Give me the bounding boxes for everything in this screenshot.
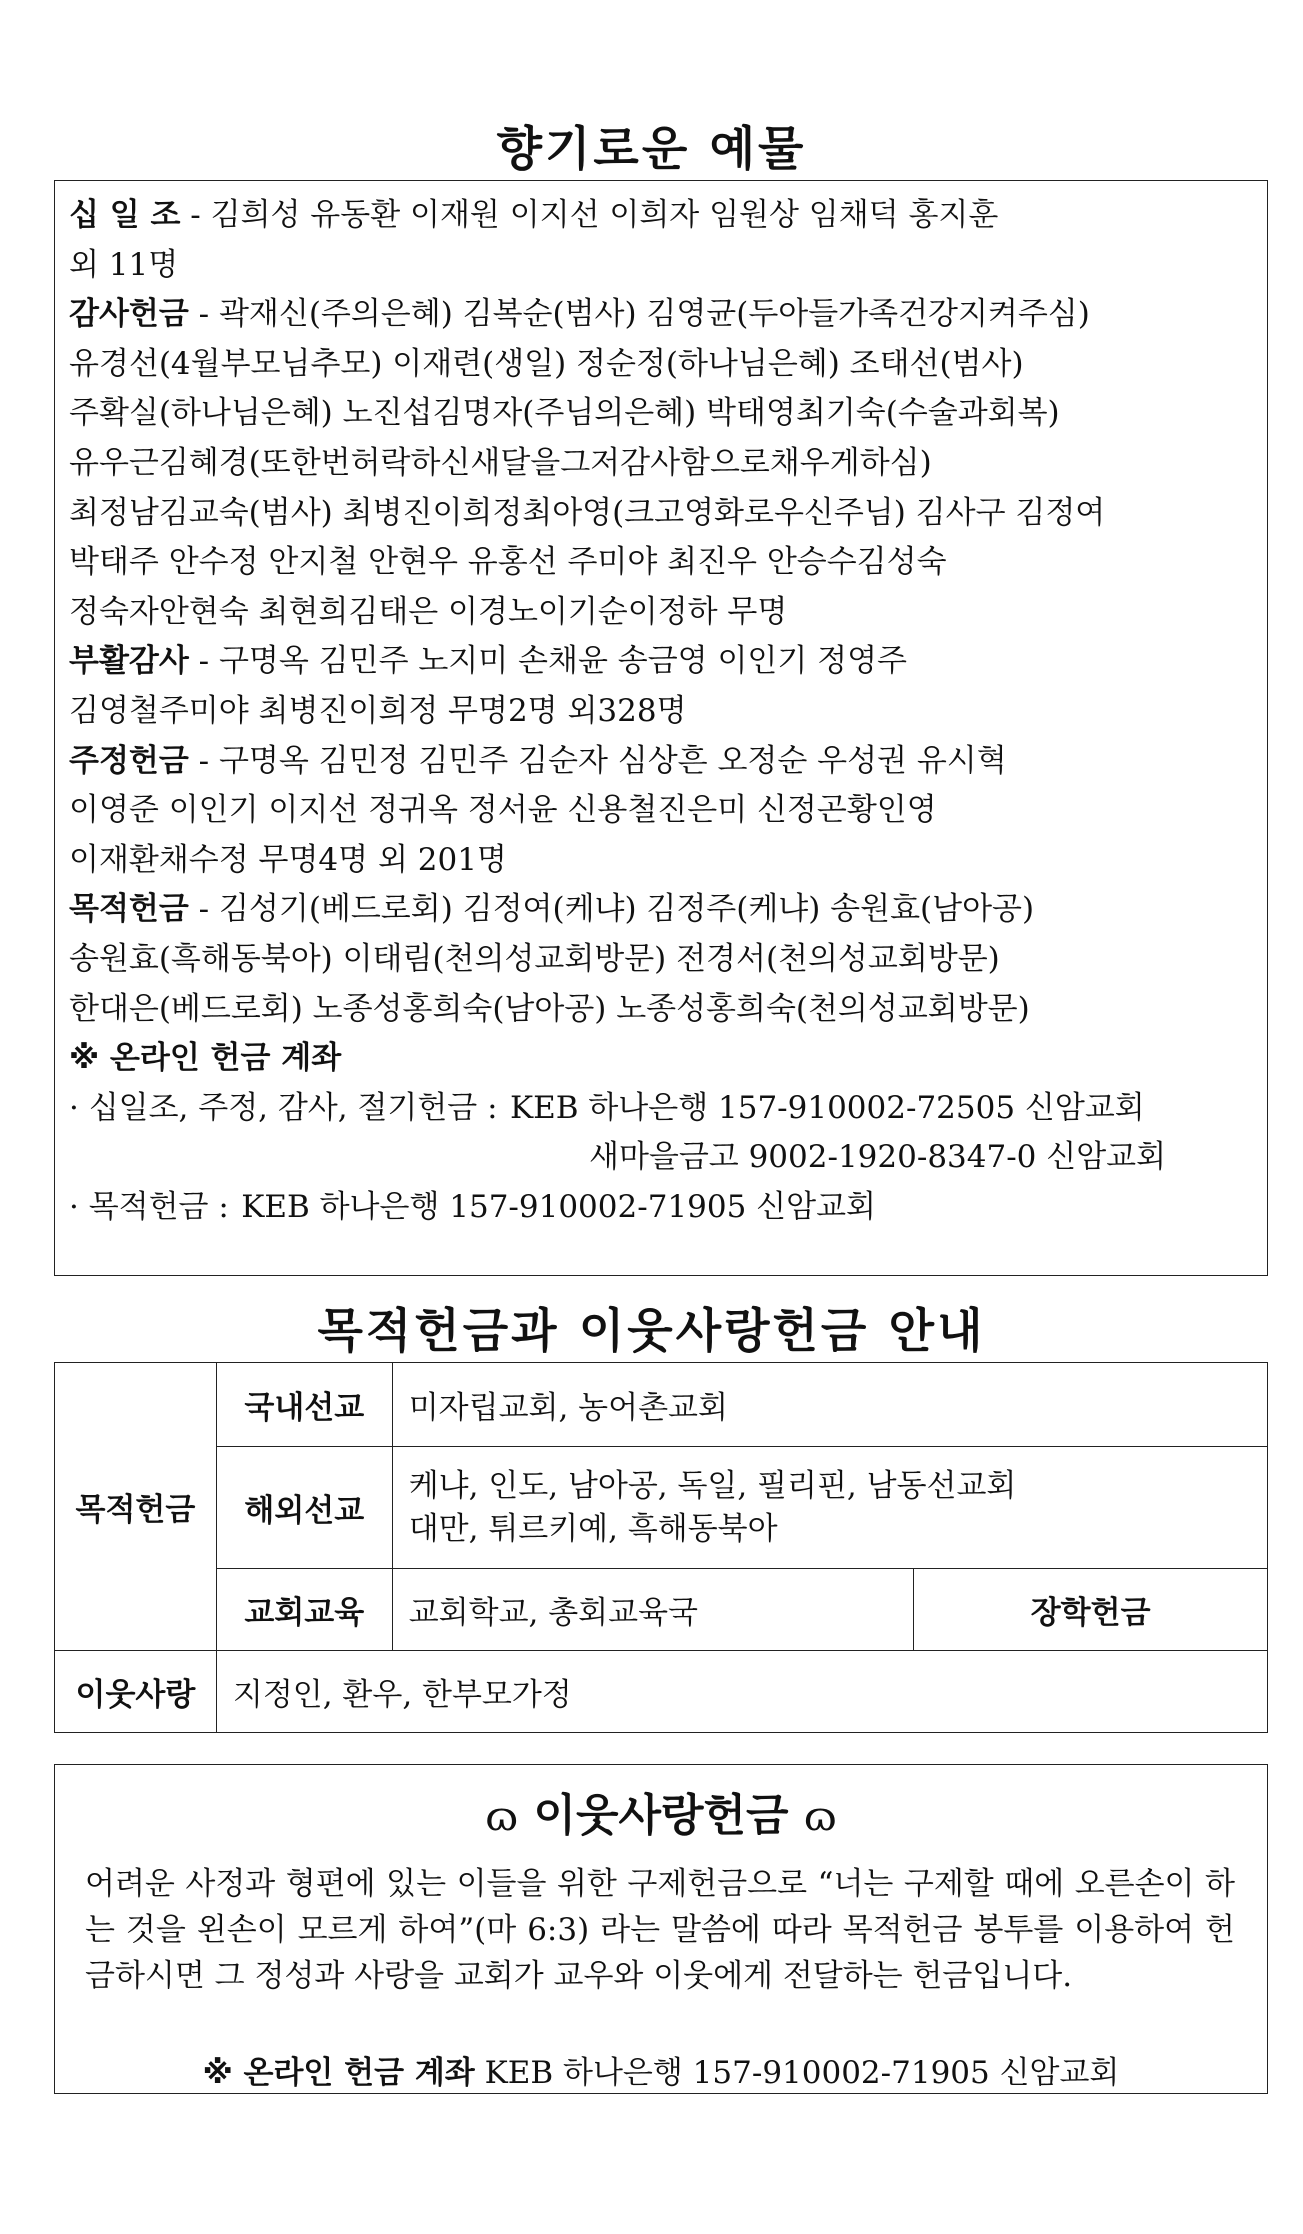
purpose-line-1 [69,885,1253,935]
offerings-title: 향기로운 예물 [496,122,807,177]
education-label: 교회교육 [216,1569,392,1651]
purpose-line-2: 송원효(흑해동북아) 이태림(천의성교회방문) 전경서(천의성교회방문) [69,940,1000,977]
purpose-label: 목적헌금 [69,891,189,928]
thanks-line-2: 유경선(4월부모님추모) 이재련(생일) 정순정(하나님은혜) 조태선(범사) [69,345,1024,382]
table-row [55,1569,1268,1651]
neighbor-online-heading: ※ 온라인 헌금 계좌 [202,2055,475,2091]
domestic-value: 미자립교회, 농어촌교회 [392,1363,1267,1447]
neighbor-title: 이웃사랑헌금 [533,1790,789,1841]
online-heading: ※ 온라인 헌금 계좌 [69,1040,342,1077]
scholarship-label: 장학헌금 [914,1569,1268,1651]
neighbor-category: 이웃사랑 [55,1651,217,1733]
table-row [55,1363,1268,1447]
flourish-right-icon: ɷ [803,1794,837,1840]
neighbor-value: 지정인, 환우, 한부모가정 [216,1651,1267,1733]
guide-title: 목적헌금과 이웃사랑헌금 안내 [317,1304,986,1359]
purpose-names: - 김성기(베드로회) 김정여(케냐) 김정주(케냐) 송원효(남아공) [188,891,1035,928]
flourish-left-icon: ɷ [485,1794,519,1840]
weekly-line-2: 이영준 이인기 이지선 정귀옥 정서윤 신용철진은미 신정곤황인영 [69,792,937,829]
tithe-line-2: 외 11명 [69,246,179,283]
thanks-label: 감사헌금 [69,296,189,333]
purpose-category: 목적헌금 [55,1363,217,1651]
neighbor-box [54,1764,1268,2094]
overseas-value-line-1: 케냐, 인도, 남아공, 독일, 필리핀, 남동선교회 [408,1467,1017,1504]
thanks-line-7: 정숙자안현숙 최현희김태은 이경노이기순이정하 무명 [69,593,788,630]
thanks-names: - 곽재신(주의은혜) 김복순(범사) 김영균(두아들가족건강지켜주심) [188,296,1090,333]
easter-line-1 [69,637,1253,687]
online-line-3-value: KEB 하나은행 157-910002-71905 신암교회 [241,1188,876,1225]
online-line-1-value: KEB 하나은행 157-910002-72505 신암교회 [509,1089,1145,1126]
online-line-2: 새마을금고 9002-1920-8347-0 신암교회 [589,1139,1167,1176]
online-line-3 [69,1183,1253,1233]
weekly-line-3: 이재환채수정 무명4명 외 201명 [69,841,507,878]
thanks-line-5: 최정남김교숙(범사) 최병진이희정최아영(크고영화로우신주님) 김사구 김정여 [69,494,1106,531]
easter-label: 부활감사 [69,643,189,680]
tithe-names: - 김희성 유동환 이재원 이지선 이희자 임원상 임채덕 홍지훈 [180,197,999,233]
overseas-value [392,1447,1267,1569]
easter-line-2: 김영철주미야 최병진이희정 무명2명 외328명 [69,692,687,729]
weekly-label: 주정헌금 [69,742,189,779]
purpose-line-3: 한대은(베드로회) 노종성홍희숙(남아공) 노종성홍희숙(천의성교회방문) [69,990,1030,1027]
offerings-box [54,180,1268,1276]
overseas-value-line-2: 대만, 튀르키예, 흑해동북아 [408,1510,778,1547]
thanks-line-1 [69,290,1253,340]
easter-names: - 구명옥 김민주 노지미 손채윤 송금영 이인기 정영주 [188,643,907,680]
online-line-1 [69,1084,1253,1134]
weekly-line-1 [69,737,1253,787]
tithe-line-1 [69,191,1253,241]
overseas-label: 해외선교 [216,1447,392,1569]
online-line-3-label: · 목적헌금 : [69,1188,229,1225]
thanks-line-3: 주확실(하나님은혜) 노진섭김명자(주님의은혜) 박태영최기숙(수술과회복) [69,395,1060,432]
neighbor-online [55,2047,1267,2092]
neighbor-title-row [55,1779,1267,1843]
domestic-label: 국내선교 [216,1363,392,1447]
neighbor-online-value: KEB 하나은행 157-910002-71905 신암교회 [484,2055,1120,2091]
education-value: 교회학교, 총회교육국 [392,1569,914,1651]
thanks-line-4: 유우근김혜경(또한번허락하신새달을그저감사함으로채우게하심) [69,444,932,481]
weekly-names: - 구명옥 김민정 김민주 김순자 심상흔 오정순 우성권 유시혁 [188,742,1007,779]
neighbor-paragraph: 어려운 사정과 형편에 있는 이들을 위한 구제헌금으로 “너는 구제할 때에 오른손이 하는 것을 왼손이 모르게 하여”(마 6:3) 라는 말씀에 따라 목적헌금 봉투를 이용하여 헌금하시면 그 정성과 사랑을 교회가 교우와 이웃에게 전달하는 헌금입니다. [85,1866,1235,1994]
guide-table [54,1362,1268,1733]
tithe-label: 십 일 조 [69,197,181,233]
table-row [55,1651,1268,1733]
online-line-1-label: · 십일조, 주정, 감사, 절기헌금 : [69,1089,498,1126]
table-row [55,1447,1268,1569]
thanks-line-6: 박태주 안수정 안지철 안현우 유홍선 주미야 최진우 안승수김성숙 [69,544,947,581]
